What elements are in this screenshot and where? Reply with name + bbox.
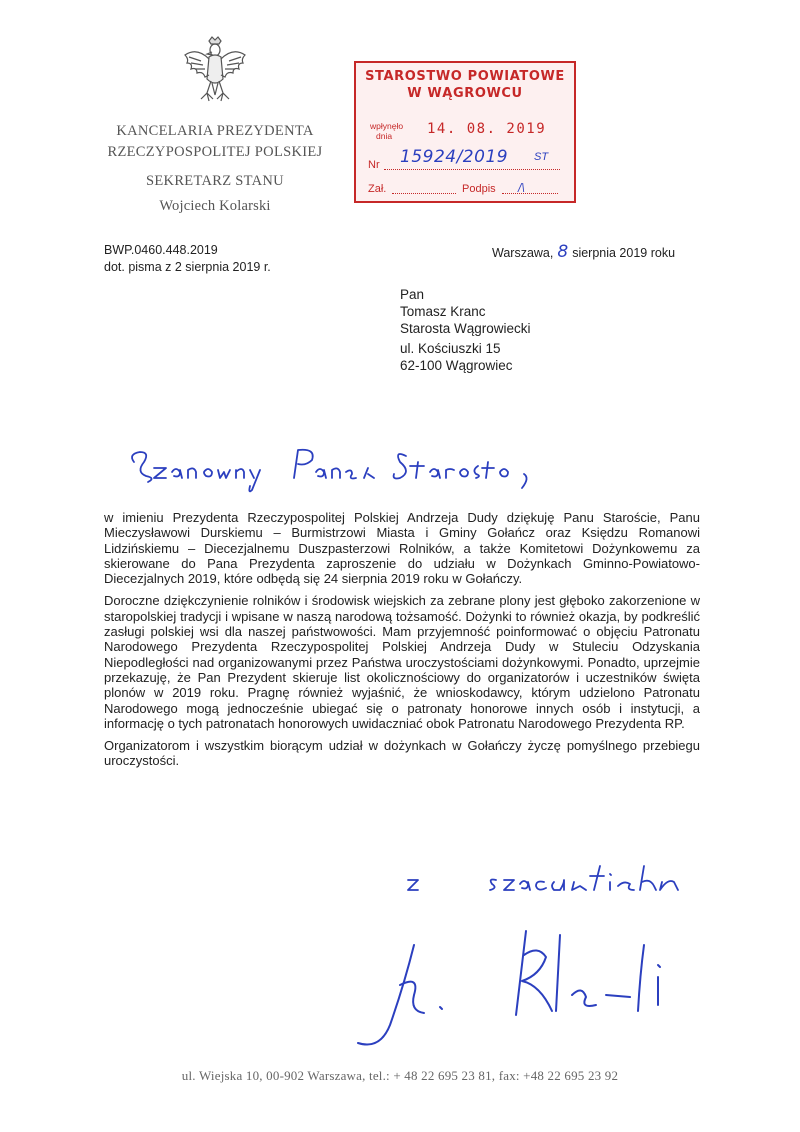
stamp-nr-value: 15924/2019: [400, 147, 509, 167]
stamp-podpis-value: /\: [518, 181, 525, 195]
stamp-received-date: 14. 08. 2019: [427, 121, 547, 137]
position-title: SEKRETARZ STANU: [146, 173, 284, 189]
recipient-salutation: Pan: [400, 287, 425, 302]
date-rest: sierpnia 2019 roku: [572, 246, 676, 260]
polish-eagle-emblem-icon: [179, 35, 251, 107]
stamp-zal-label: Zał.: [368, 183, 387, 195]
stamp-nr-dotted-line: [384, 169, 560, 170]
stamp-received-label: wpłynęło: [370, 121, 404, 131]
recipient-city: 62-100 Wągrowiec: [400, 358, 513, 373]
date-day-handwritten: 8: [557, 242, 569, 262]
handwritten-closing: [404, 862, 694, 902]
handwritten-salutation: [126, 442, 546, 512]
handwritten-signature: [350, 915, 690, 1050]
stamp-received-label-day: dnia: [376, 131, 393, 141]
place-city: Warszawa,: [492, 246, 554, 260]
institution-line-2: RZECZYPOSPOLITEJ POLSKIEJ: [107, 144, 323, 160]
reference-related: dot. pisma z 2 sierpnia 2019 r.: [104, 260, 271, 274]
recipient-street: ul. Kościuszki 15: [400, 341, 501, 356]
stamp-office-line-2: W WĄGROWCU: [407, 86, 523, 101]
body-paragraph-1: w imieniu Prezydenta Rzeczypospolitej Polskiej Andrzeja Dudy dziękuję Panu Staroście, Panu Mieczysławowi Durskiemu – Burmistrzowi Miasta i Gminy Gołańcz oraz Księdzu Romanowi Lidzińskiemu – Diecezjalnemu Duszpasterzowi Rolników, a także Komitetowi Dożynkowemu za skierowane do Pana Prezydenta zaproszenie do udziału w Dożynkach Gminno-Powiatowo-Diecezjalnych 2019, które odbędą się 24 sierpnia 2019 roku w Gołańczy.: [104, 510, 700, 587]
stamp-office-line-1: STAROSTWO POWIATOWE: [365, 69, 565, 84]
stamp-podpis-label: Podpis: [462, 183, 496, 195]
body-paragraph-3: Organizatorom i wszystkim biorącym udział w dożynkach w Gołańczy życzę pomyślnego przebiegu uroczystości.: [104, 738, 700, 769]
reference-number: BWP.0460.448.2019: [104, 243, 218, 257]
place-and-date: [492, 242, 675, 262]
recipient-name: Tomasz Kranc: [400, 304, 486, 319]
body-paragraph-2: Doroczne dziękczynienie rolników i środowisk wiejskich za zebrane plony jest głęboko zakorzenione w staropolskiej tradycji i wpisane w naszą narodową tożsamość. Dożynki to również okazja, by podkreślić zasługi polskiej wsi dla naszej państwowości. Mam przyjemność poinformować o objęciu Patronatu Narodowego Prezydenta Rzeczypospolitej Polskiej Andrzeja Dudy w Stuleciu Odzyskania Niepodległości nad organizowanymi przez Państwa uroczystościami dożynkowymi. Ponadto, uprzejmie przekazuję, że Pan Prezydent skieruje list okolicznościowy do organizatorów i uczestników święta plonów w 2019 roku. Pragnę również wyjaśnić, że wnioskodawcy, którym udzielono Patronatu Narodowego mogą jednocześnie ubiegać się o patronaty honorowe innych osób i instytucji, a informację o tych patronatach honorowych uwidaczniać obok Patronatu Narodowego Prezydenta RP.: [104, 593, 700, 731]
receipt-stamp: [354, 61, 576, 203]
institution-name: [60, 121, 370, 163]
sender-name: Wojciech Kolarski: [159, 198, 271, 214]
letter-body: [104, 510, 700, 776]
reference-block: [104, 242, 271, 276]
stamp-nr-label: Nr: [368, 159, 380, 171]
institution-line-1: KANCELARIA PREZYDENTA: [116, 123, 314, 139]
stamp-nr-extra: ST: [534, 151, 549, 163]
stamp-podpis-dotted-line: [502, 193, 558, 194]
footer-address: ul. Wiejska 10, 00-902 Warszawa, tel.: + 48 22 695 23 81, fax: +48 22 695 23 92: [181, 1068, 619, 1083]
stamp-zal-dotted-line: [392, 193, 456, 194]
recipient-title: Starosta Wągrowiecki: [400, 321, 531, 336]
